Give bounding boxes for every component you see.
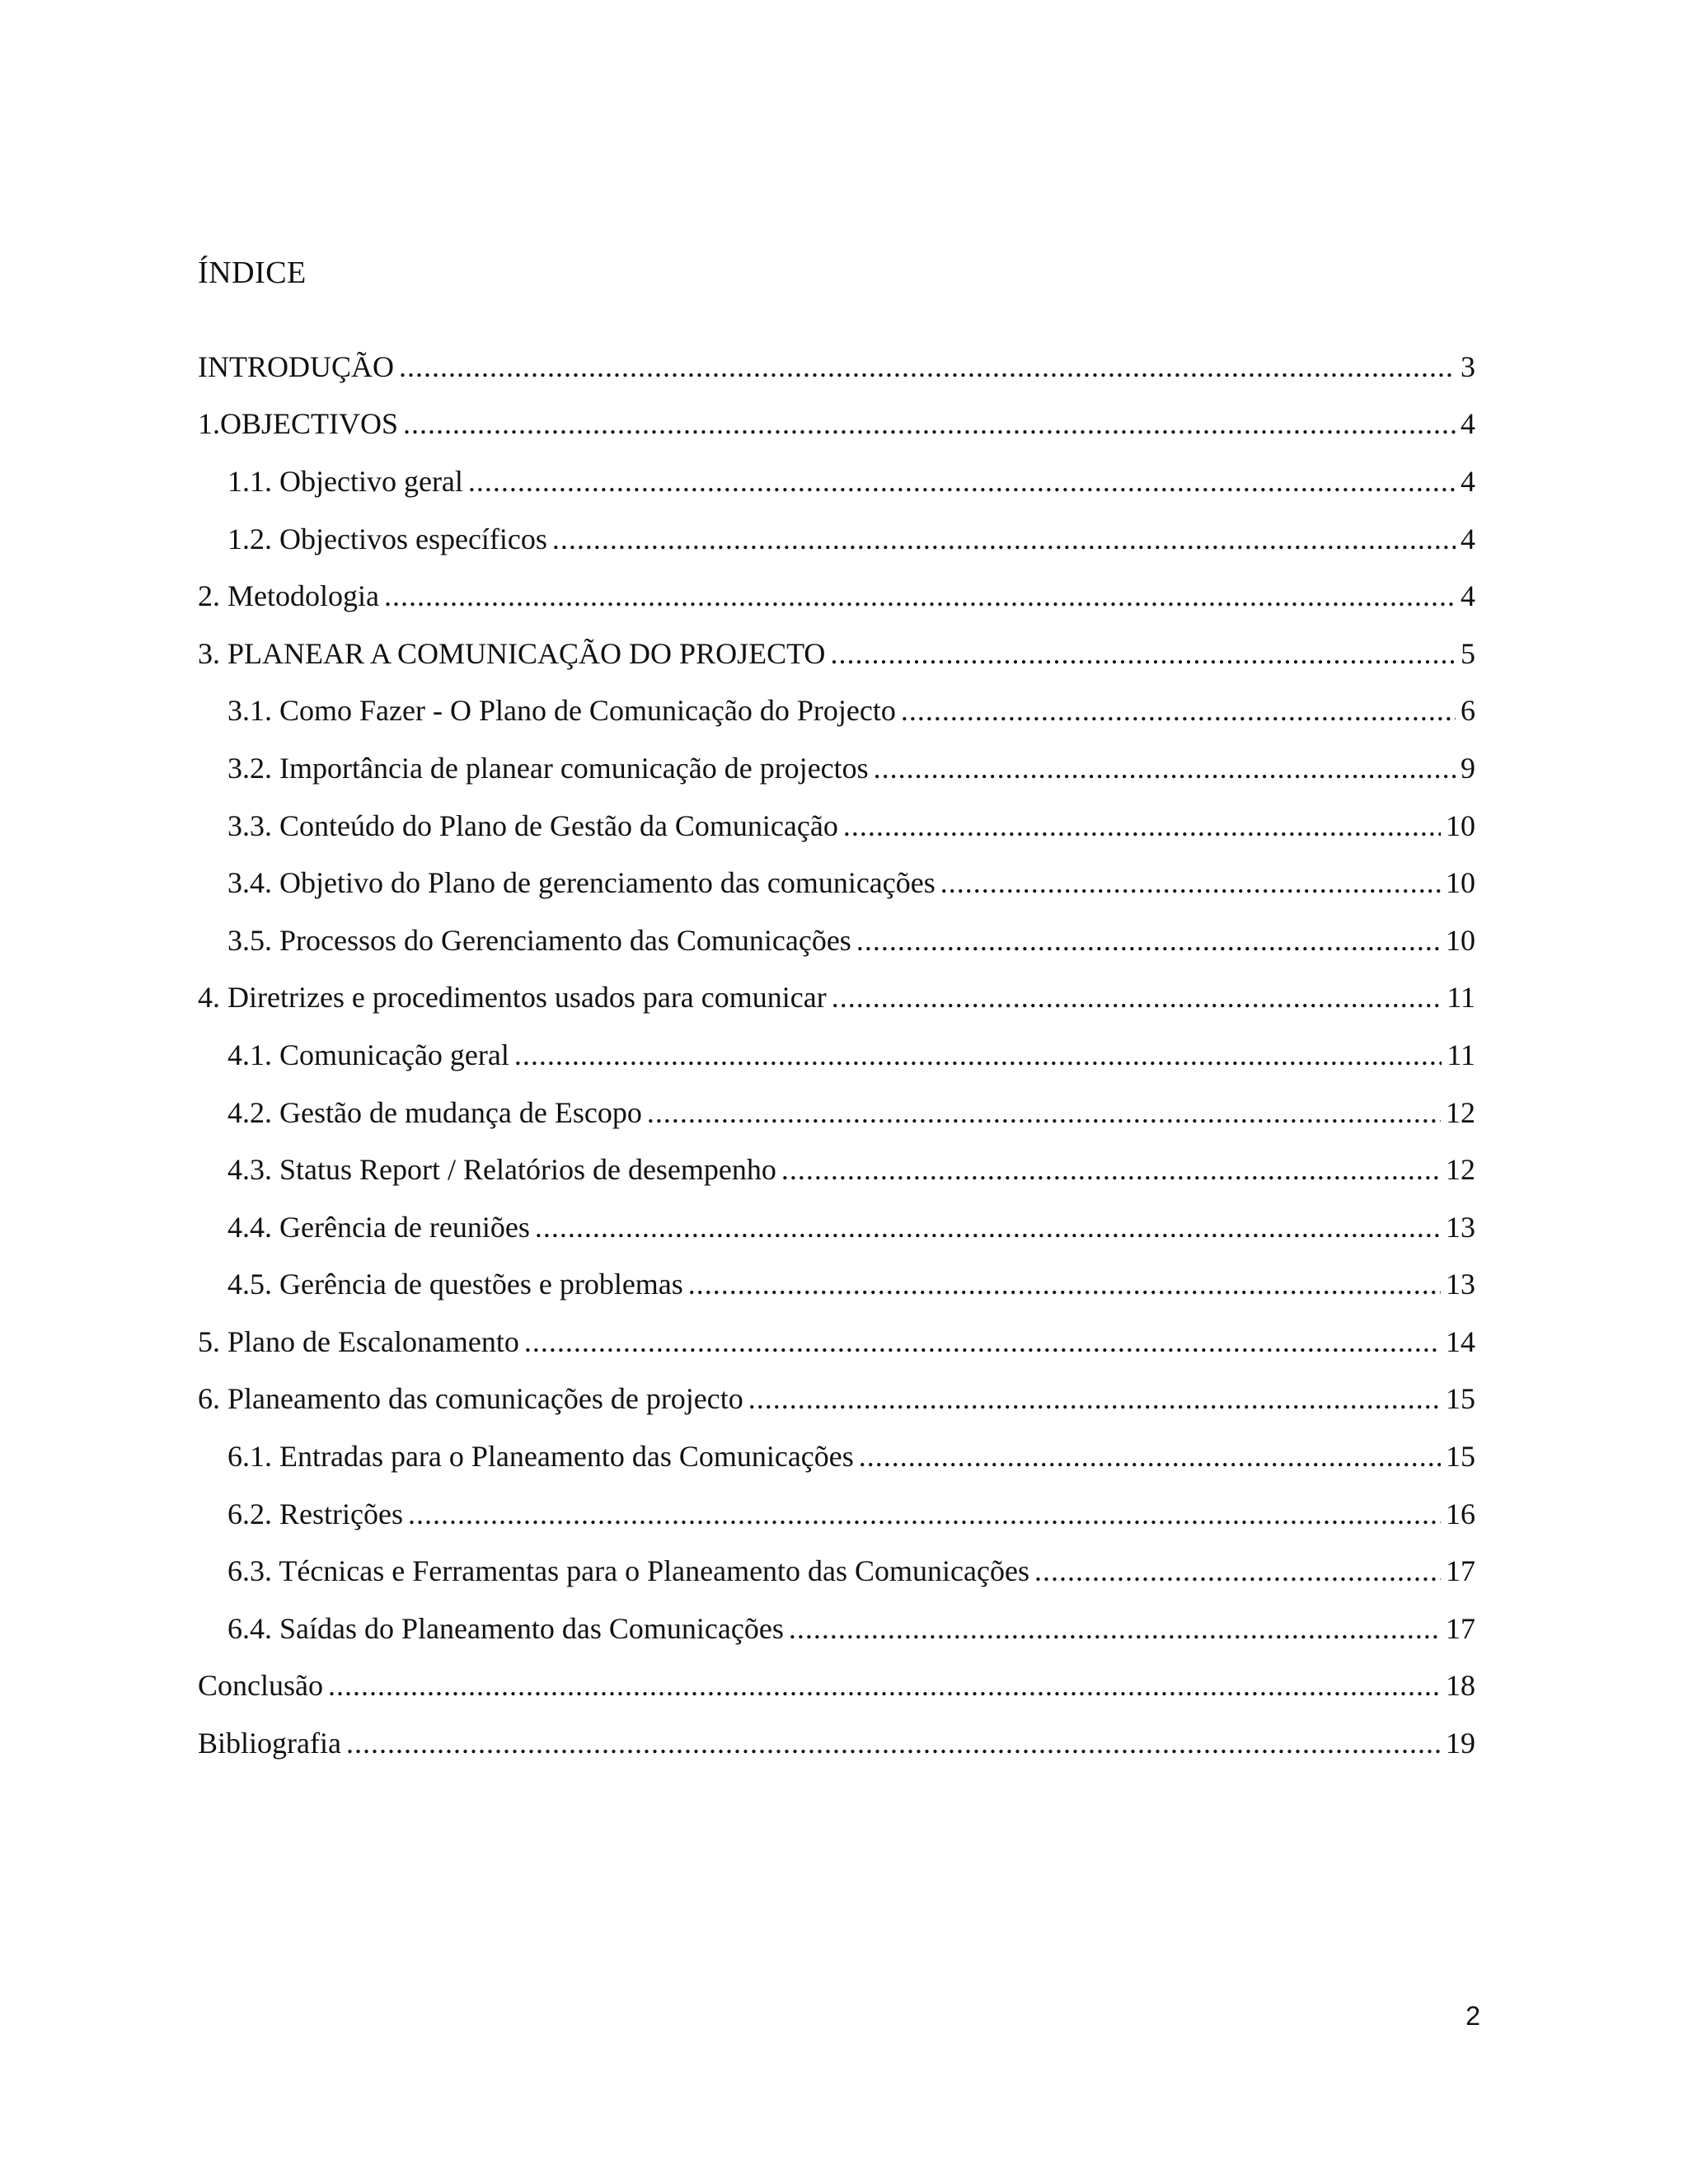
- toc-dot-leader: [328, 1671, 1441, 1700]
- toc-dot-leader: [399, 352, 1456, 382]
- toc-entry[interactable]: [198, 969, 1475, 1027]
- toc-entry-label: 3.1. Como Fazer - O Plano de Comunicação do Projecto: [227, 694, 896, 728]
- toc-entry-label: 3.2. Importância de planear comunicação de projectos: [227, 751, 869, 785]
- toc-entry-page: 6: [1461, 694, 1475, 728]
- toc-entry-page: 4: [1461, 579, 1475, 613]
- toc-dot-leader: [346, 1728, 1441, 1758]
- toc-entry-label: 3.4. Objetivo do Plano de gerenciamento das comunicações: [227, 866, 935, 900]
- toc-entry-page: 10: [1446, 866, 1475, 900]
- toc-entry-label: 6.3. Técnicas e Ferramentas para o Planeamento das Comunicações: [227, 1554, 1029, 1588]
- toc-entry-label: 2. Metodologia: [198, 579, 379, 613]
- toc-entry-page: 16: [1446, 1497, 1475, 1530]
- toc-entry-page: 15: [1446, 1382, 1475, 1416]
- toc-entry-label: 1.2. Objectivos específicos: [227, 522, 547, 555]
- toc-dot-leader: [843, 811, 1441, 841]
- toc-entry[interactable]: [198, 1371, 1475, 1428]
- toc-entry-label: Conclusão: [198, 1669, 323, 1703]
- toc-entry[interactable]: [198, 396, 1475, 453]
- toc-entry-page: 10: [1446, 923, 1475, 957]
- toc-entry[interactable]: [198, 567, 1475, 625]
- toc-entry-label: 4.1. Comunicação geral: [227, 1038, 509, 1071]
- toc-entry-page: 18: [1446, 1669, 1475, 1703]
- toc-dot-leader: [408, 1499, 1441, 1529]
- toc-entry-page: 14: [1446, 1324, 1475, 1358]
- toc-dot-leader: [514, 1040, 1442, 1070]
- toc-entry-page: 13: [1446, 1268, 1475, 1301]
- toc-entry[interactable]: [198, 1714, 1475, 1772]
- toc-entry-label: 3. PLANEAR A COMUNICAÇÃO DO PROJECTO: [198, 636, 826, 670]
- toc-entry-label: 4.4. Gerência de reuniões: [227, 1210, 530, 1244]
- toc-entry-label: 5. Plano de Escalonamento: [198, 1324, 519, 1358]
- toc-entry-label: 4.2. Gestão de mudança de Escopo: [227, 1095, 642, 1129]
- toc-entry-page: 4: [1461, 464, 1475, 498]
- toc-entry[interactable]: [198, 1198, 1475, 1256]
- toc-dot-leader: [832, 982, 1442, 1012]
- toc-dot-leader: [552, 524, 1456, 554]
- toc-entry-page: 12: [1446, 1095, 1475, 1129]
- page-number: 2: [1465, 2001, 1480, 2031]
- toc-entry-label: 4.5. Gerência de questões e problemas: [227, 1268, 683, 1301]
- toc-dot-leader: [748, 1384, 1441, 1413]
- toc-dot-leader: [688, 1269, 1441, 1299]
- toc-entry-label: Bibliografia: [198, 1727, 341, 1760]
- toc-entry[interactable]: [198, 1256, 1475, 1314]
- toc-entry-label: 3.5. Processos do Gerenciamento das Comunicações: [227, 923, 851, 957]
- toc-entry-label: 1.1. Objectivo geral: [227, 464, 463, 498]
- toc-entry[interactable]: [198, 1600, 1475, 1657]
- toc-entry-label: 6.1. Entradas para o Planeamento das Comunicações: [227, 1440, 854, 1474]
- toc-dot-leader: [403, 409, 1456, 438]
- toc-entry[interactable]: [198, 854, 1475, 912]
- toc-entry-label: 6.4. Saídas do Planeamento das Comunicações: [227, 1611, 784, 1645]
- toc-entry[interactable]: [198, 682, 1475, 740]
- toc-entry-page: 3: [1461, 349, 1475, 383]
- toc-heading: ÍNDICE: [198, 255, 307, 290]
- toc-dot-leader: [859, 1441, 1441, 1471]
- toc-entry-page: 5: [1461, 636, 1475, 670]
- toc-entry-label: 4. Diretrizes e procedimentos usados para comunicar: [198, 981, 827, 1015]
- toc-entry-page: 9: [1461, 751, 1475, 785]
- toc-dot-leader: [1034, 1556, 1441, 1586]
- toc-dot-leader: [535, 1212, 1441, 1242]
- toc-entry[interactable]: [198, 452, 1475, 510]
- toc-entry-page: 17: [1446, 1611, 1475, 1645]
- toc-entry[interactable]: [198, 1427, 1475, 1485]
- toc-dot-leader: [647, 1098, 1441, 1127]
- toc-dot-leader: [468, 466, 1456, 496]
- toc-entry[interactable]: [198, 625, 1475, 682]
- toc-entry-page: 17: [1446, 1554, 1475, 1588]
- toc-entry[interactable]: [198, 1542, 1475, 1600]
- toc-entry-label: 1.OBJECTIVOS: [198, 407, 399, 441]
- toc-entry-page: 4: [1461, 522, 1475, 555]
- toc-entry-label: 6. Planeamento das comunicações de projecto: [198, 1382, 743, 1416]
- toc-entry-page: 12: [1446, 1153, 1475, 1187]
- toc-dot-leader: [384, 581, 1456, 611]
- toc-dot-leader: [856, 926, 1441, 955]
- toc-entry-page: 13: [1446, 1210, 1475, 1244]
- toc-entry-page: 10: [1446, 808, 1475, 842]
- toc-entry[interactable]: [198, 797, 1475, 855]
- toc-entry-page: 4: [1461, 407, 1475, 441]
- toc-dot-leader: [830, 639, 1456, 668]
- toc-dot-leader: [874, 753, 1456, 783]
- toc-entry-page: 19: [1446, 1727, 1475, 1760]
- toc-entry[interactable]: [198, 510, 1475, 568]
- toc-entry-page: 11: [1447, 981, 1475, 1015]
- toc-dot-leader: [524, 1327, 1441, 1357]
- toc-dot-leader: [940, 868, 1441, 898]
- toc-entry[interactable]: [198, 1084, 1475, 1141]
- toc-dot-leader: [901, 696, 1456, 725]
- toc-entry[interactable]: [198, 739, 1475, 797]
- toc-entry[interactable]: [198, 338, 1475, 396]
- table-of-contents: [198, 338, 1475, 1772]
- toc-entry[interactable]: [198, 1485, 1475, 1543]
- toc-entry-label: 6.2. Restrições: [227, 1497, 403, 1530]
- toc-entry[interactable]: [198, 1026, 1475, 1084]
- toc-entry[interactable]: [198, 1657, 1475, 1715]
- toc-entry-label: 4.3. Status Report / Relatórios de desempenho: [227, 1153, 776, 1187]
- toc-entry-page: 15: [1446, 1440, 1475, 1474]
- toc-entry-label: INTRODUÇÃO: [198, 349, 394, 383]
- toc-entry-label: 3.3. Conteúdo do Plano de Gestão da Comunicação: [227, 808, 838, 842]
- toc-dot-leader: [789, 1614, 1441, 1643]
- toc-entry[interactable]: [198, 1313, 1475, 1371]
- toc-entry[interactable]: [198, 912, 1475, 969]
- toc-entry[interactable]: [198, 1141, 1475, 1198]
- toc-entry-page: 11: [1447, 1038, 1475, 1071]
- toc-dot-leader: [781, 1155, 1441, 1184]
